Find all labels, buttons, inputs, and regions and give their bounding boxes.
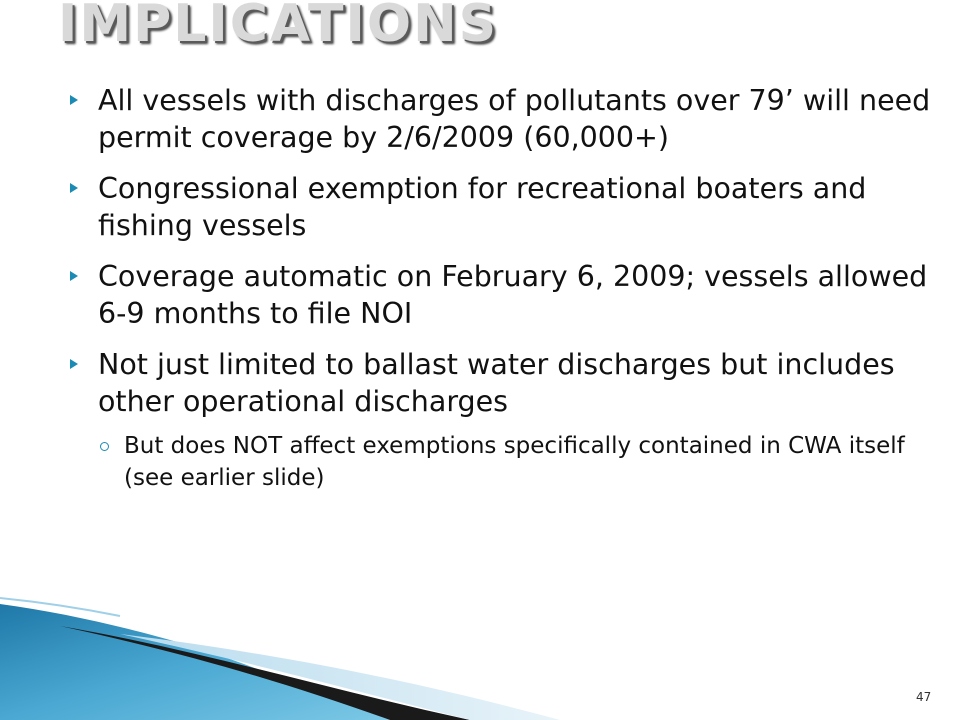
arrow-bullet-icon: [70, 95, 78, 105]
bullet-list: [70, 82, 952, 494]
arrow-bullet-icon: [70, 359, 78, 369]
ring-bullet-icon: [100, 442, 109, 451]
sub-bullet-item: [98, 430, 952, 494]
bullet-text: Coverage automatic on February 6, 2009; vessels allowed 6-9 months to file NOI: [98, 260, 928, 330]
bullet-text: All vessels with discharges of pollutants over 79’ will need permit coverage by 2/6/2009 (60,000+): [98, 84, 931, 154]
bullet-item: [70, 346, 952, 494]
page-number: 47: [916, 690, 932, 704]
bullet-text: Congressional exemption for recreational boaters and fishing vessels: [98, 172, 867, 242]
slide-content: [70, 82, 952, 508]
bullet-text: Not just limited to ballast water discharges but includes other operational discharges: [98, 348, 895, 418]
arrow-bullet-icon: [70, 271, 78, 281]
sub-bullet-text: But does NOT affect exemptions specifically contained in CWA itself (see earlier slide): [124, 433, 905, 491]
bullet-item: [70, 258, 952, 332]
sub-bullet-list: [98, 430, 952, 494]
bullet-item: [70, 82, 952, 156]
arrow-bullet-icon: [70, 183, 78, 193]
slide-title: IMPLICATIONS: [58, 0, 499, 54]
bullet-item: [70, 170, 952, 244]
